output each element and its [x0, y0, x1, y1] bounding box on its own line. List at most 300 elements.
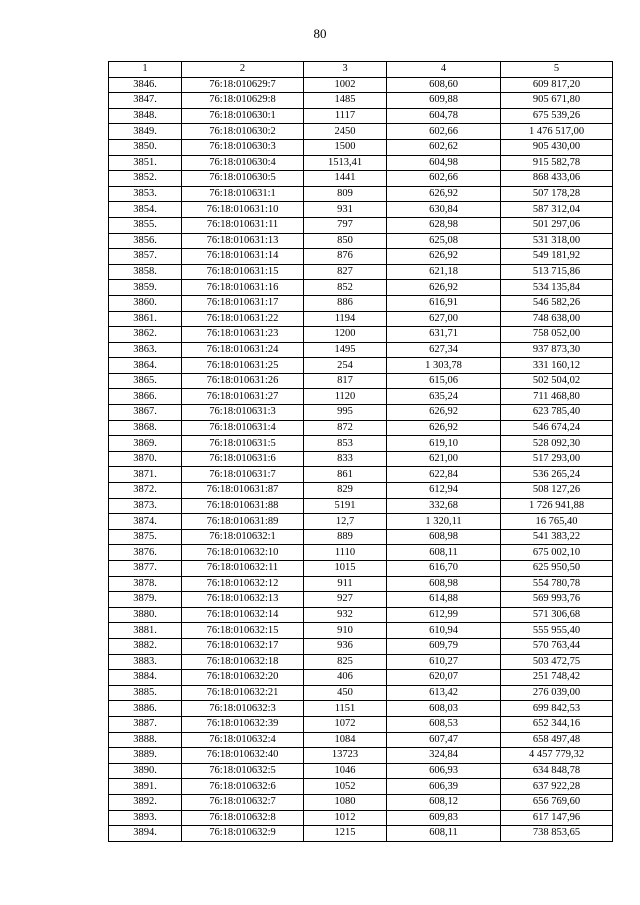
- cadastral-number-cell: 76:18:010631:13: [182, 233, 304, 249]
- column-header: 1: [109, 62, 182, 78]
- value-cell: 905 430,00: [501, 139, 613, 155]
- area-cell: 850: [304, 233, 387, 249]
- area-cell: 932: [304, 607, 387, 623]
- area-cell: 406: [304, 670, 387, 686]
- area-cell: 5191: [304, 498, 387, 514]
- cadastral-number-cell: 76:18:010631:1: [182, 186, 304, 202]
- row-number-cell: 3877.: [109, 561, 182, 577]
- cadastral-number-cell: 76:18:010632:6: [182, 779, 304, 795]
- cadastral-number-cell: 76:18:010632:21: [182, 685, 304, 701]
- row-number-cell: 3875.: [109, 529, 182, 545]
- value-cell: 738 853,65: [501, 826, 613, 842]
- rate-cell: 606,93: [387, 763, 501, 779]
- area-cell: 12,7: [304, 514, 387, 530]
- table-row: [109, 592, 613, 608]
- table-row: [109, 514, 613, 530]
- area-cell: 995: [304, 405, 387, 421]
- rate-cell: 608,53: [387, 716, 501, 732]
- table-row: [109, 186, 613, 202]
- row-number-cell: 3890.: [109, 763, 182, 779]
- value-cell: 617 147,96: [501, 810, 613, 826]
- table-row: [109, 280, 613, 296]
- table-row: [109, 732, 613, 748]
- column-header: 4: [387, 62, 501, 78]
- table-row: [109, 171, 613, 187]
- rate-cell: 619,10: [387, 436, 501, 452]
- table-row: [109, 779, 613, 795]
- row-number-cell: 3867.: [109, 405, 182, 421]
- area-cell: 797: [304, 217, 387, 233]
- rate-cell: 622,84: [387, 467, 501, 483]
- row-number-cell: 3876.: [109, 545, 182, 561]
- value-cell: 554 780,78: [501, 576, 613, 592]
- area-cell: 817: [304, 373, 387, 389]
- area-cell: 889: [304, 529, 387, 545]
- value-cell: 546 674,24: [501, 420, 613, 436]
- row-number-cell: 3878.: [109, 576, 182, 592]
- area-cell: 1012: [304, 810, 387, 826]
- cadastral-number-cell: 76:18:010629:7: [182, 77, 304, 93]
- value-cell: 549 181,92: [501, 249, 613, 265]
- cadastral-number-cell: 76:18:010631:11: [182, 217, 304, 233]
- cadastral-number-cell: 76:18:010630:4: [182, 155, 304, 171]
- area-cell: 936: [304, 638, 387, 654]
- rate-cell: 610,94: [387, 623, 501, 639]
- cadastral-number-cell: 76:18:010632:14: [182, 607, 304, 623]
- value-cell: 507 178,28: [501, 186, 613, 202]
- row-number-cell: 3860.: [109, 295, 182, 311]
- table-row: [109, 670, 613, 686]
- row-number-cell: 3850.: [109, 139, 182, 155]
- rate-cell: 602,62: [387, 139, 501, 155]
- cadastral-number-cell: 76:18:010632:20: [182, 670, 304, 686]
- row-number-cell: 3871.: [109, 467, 182, 483]
- area-cell: 1441: [304, 171, 387, 187]
- table-row: [109, 373, 613, 389]
- row-number-cell: 3881.: [109, 623, 182, 639]
- cadastral-number-cell: 76:18:010631:15: [182, 264, 304, 280]
- row-number-cell: 3872.: [109, 483, 182, 499]
- row-number-cell: 3859.: [109, 280, 182, 296]
- value-cell: 609 817,20: [501, 77, 613, 93]
- rate-cell: 615,06: [387, 373, 501, 389]
- cadastral-number-cell: 76:18:010632:40: [182, 748, 304, 764]
- cadastral-number-cell: 76:18:010630:1: [182, 108, 304, 124]
- value-cell: 513 715,86: [501, 264, 613, 280]
- cadastral-number-cell: 76:18:010630:3: [182, 139, 304, 155]
- table-row: [109, 405, 613, 421]
- cadastral-number-cell: 76:18:010631:6: [182, 451, 304, 467]
- area-cell: 1500: [304, 139, 387, 155]
- table-row: [109, 124, 613, 140]
- cadastral-number-cell: 76:18:010631:7: [182, 467, 304, 483]
- rate-cell: 324,84: [387, 748, 501, 764]
- rate-cell: 607,47: [387, 732, 501, 748]
- area-cell: 1015: [304, 561, 387, 577]
- value-cell: 868 433,06: [501, 171, 613, 187]
- rate-cell: 626,92: [387, 280, 501, 296]
- table-row: [109, 217, 613, 233]
- row-number-cell: 3865.: [109, 373, 182, 389]
- rate-cell: 602,66: [387, 171, 501, 187]
- value-cell: 555 955,40: [501, 623, 613, 639]
- row-number-cell: 3884.: [109, 670, 182, 686]
- table-row: [109, 358, 613, 374]
- area-cell: 825: [304, 654, 387, 670]
- cadastral-number-cell: 76:18:010631:10: [182, 202, 304, 218]
- table-row: [109, 264, 613, 280]
- cadastral-number-cell: 76:18:010632:9: [182, 826, 304, 842]
- row-number-cell: 3874.: [109, 514, 182, 530]
- table-row: [109, 763, 613, 779]
- table-row: [109, 139, 613, 155]
- value-cell: 16 765,40: [501, 514, 613, 530]
- table-row: [109, 748, 613, 764]
- area-cell: 1046: [304, 763, 387, 779]
- value-cell: 501 297,06: [501, 217, 613, 233]
- column-header: 3: [304, 62, 387, 78]
- area-cell: 1200: [304, 327, 387, 343]
- rate-cell: 625,08: [387, 233, 501, 249]
- value-cell: 331 160,12: [501, 358, 613, 374]
- value-cell: 502 504,02: [501, 373, 613, 389]
- rate-cell: 626,92: [387, 420, 501, 436]
- area-cell: 827: [304, 264, 387, 280]
- rate-cell: 609,79: [387, 638, 501, 654]
- table-row: [109, 249, 613, 265]
- value-cell: 251 748,42: [501, 670, 613, 686]
- rate-cell: 609,88: [387, 93, 501, 109]
- cadastral-number-cell: 76:18:010631:24: [182, 342, 304, 358]
- cadastral-number-cell: 76:18:010632:18: [182, 654, 304, 670]
- value-cell: 569 993,76: [501, 592, 613, 608]
- value-cell: 508 127,26: [501, 483, 613, 499]
- row-number-cell: 3889.: [109, 748, 182, 764]
- area-cell: 1194: [304, 311, 387, 327]
- table-row: [109, 623, 613, 639]
- row-number-cell: 3893.: [109, 810, 182, 826]
- area-cell: 254: [304, 358, 387, 374]
- value-cell: 571 306,68: [501, 607, 613, 623]
- row-number-cell: 3854.: [109, 202, 182, 218]
- table-row: [109, 108, 613, 124]
- cadastral-number-cell: 76:18:010631:27: [182, 389, 304, 405]
- row-number-cell: 3862.: [109, 327, 182, 343]
- rate-cell: 626,92: [387, 249, 501, 265]
- area-cell: 1120: [304, 389, 387, 405]
- rate-cell: 627,34: [387, 342, 501, 358]
- table-row: [109, 810, 613, 826]
- table-row: [109, 826, 613, 842]
- row-number-cell: 3855.: [109, 217, 182, 233]
- table-row: [109, 311, 613, 327]
- cadastral-number-cell: 76:18:010631:16: [182, 280, 304, 296]
- rate-cell: 613,42: [387, 685, 501, 701]
- row-number-cell: 3853.: [109, 186, 182, 202]
- row-number-cell: 3864.: [109, 358, 182, 374]
- table-row: [109, 155, 613, 171]
- row-number-cell: 3887.: [109, 716, 182, 732]
- cadastral-number-cell: 76:18:010631:22: [182, 311, 304, 327]
- area-cell: 872: [304, 420, 387, 436]
- value-cell: 711 468,80: [501, 389, 613, 405]
- value-cell: 1 726 941,88: [501, 498, 613, 514]
- row-number-cell: 3852.: [109, 171, 182, 187]
- rate-cell: 609,83: [387, 810, 501, 826]
- cadastral-number-cell: 76:18:010631:5: [182, 436, 304, 452]
- cadastral-number-cell: 76:18:010631:26: [182, 373, 304, 389]
- table-row: [109, 638, 613, 654]
- cadastral-number-cell: 76:18:010632:11: [182, 561, 304, 577]
- table-row: [109, 436, 613, 452]
- cadastral-number-cell: 76:18:010632:8: [182, 810, 304, 826]
- rate-cell: 614,88: [387, 592, 501, 608]
- row-number-cell: 3868.: [109, 420, 182, 436]
- value-cell: 536 265,24: [501, 467, 613, 483]
- rate-cell: 612,99: [387, 607, 501, 623]
- area-cell: 1485: [304, 93, 387, 109]
- table-row: [109, 233, 613, 249]
- area-cell: 1151: [304, 701, 387, 717]
- cadastral-number-cell: 76:18:010631:88: [182, 498, 304, 514]
- rate-cell: 604,98: [387, 155, 501, 171]
- table-row: [109, 576, 613, 592]
- rate-cell: 608,11: [387, 545, 501, 561]
- rate-cell: 610,27: [387, 654, 501, 670]
- rate-cell: 630,84: [387, 202, 501, 218]
- value-cell: 905 671,80: [501, 93, 613, 109]
- rate-cell: 631,71: [387, 327, 501, 343]
- row-number-cell: 3879.: [109, 592, 182, 608]
- rate-cell: 606,39: [387, 779, 501, 795]
- table-row: [109, 654, 613, 670]
- cadastral-number-cell: 76:18:010632:7: [182, 794, 304, 810]
- rate-cell: 635,24: [387, 389, 501, 405]
- cadastral-number-cell: 76:18:010632:13: [182, 592, 304, 608]
- row-number-cell: 3863.: [109, 342, 182, 358]
- area-cell: 1080: [304, 794, 387, 810]
- row-number-cell: 3847.: [109, 93, 182, 109]
- column-header: 2: [182, 62, 304, 78]
- table-row: [109, 607, 613, 623]
- area-cell: 1052: [304, 779, 387, 795]
- table-row: [109, 545, 613, 561]
- row-number-cell: 3846.: [109, 77, 182, 93]
- value-cell: 276 039,00: [501, 685, 613, 701]
- row-number-cell: 3856.: [109, 233, 182, 249]
- row-number-cell: 3851.: [109, 155, 182, 171]
- cadastral-number-cell: 76:18:010629:8: [182, 93, 304, 109]
- row-number-cell: 3885.: [109, 685, 182, 701]
- area-cell: 1117: [304, 108, 387, 124]
- table-row: [109, 483, 613, 499]
- cadastral-number-cell: 76:18:010632:39: [182, 716, 304, 732]
- area-cell: 1495: [304, 342, 387, 358]
- data-table: [108, 61, 613, 842]
- row-number-cell: 3848.: [109, 108, 182, 124]
- area-cell: 852: [304, 280, 387, 296]
- row-number-cell: 3882.: [109, 638, 182, 654]
- table-row: [109, 327, 613, 343]
- value-cell: 531 318,00: [501, 233, 613, 249]
- value-cell: 570 763,44: [501, 638, 613, 654]
- page-number: 80: [313, 26, 327, 41]
- cadastral-number-cell: 76:18:010632:4: [182, 732, 304, 748]
- area-cell: 911: [304, 576, 387, 592]
- rate-cell: 608,11: [387, 826, 501, 842]
- cadastral-number-cell: 76:18:010631:14: [182, 249, 304, 265]
- value-cell: 517 293,00: [501, 451, 613, 467]
- area-cell: 927: [304, 592, 387, 608]
- row-number-cell: 3849.: [109, 124, 182, 140]
- table-row: [109, 389, 613, 405]
- row-number-cell: 3861.: [109, 311, 182, 327]
- rate-cell: 608,98: [387, 529, 501, 545]
- area-cell: 886: [304, 295, 387, 311]
- row-number-cell: 3891.: [109, 779, 182, 795]
- cadastral-number-cell: 76:18:010631:87: [182, 483, 304, 499]
- rate-cell: 616,70: [387, 561, 501, 577]
- value-cell: 623 785,40: [501, 405, 613, 421]
- value-cell: 637 922,28: [501, 779, 613, 795]
- cadastral-number-cell: 76:18:010632:15: [182, 623, 304, 639]
- value-cell: 587 312,04: [501, 202, 613, 218]
- row-number-cell: 3894.: [109, 826, 182, 842]
- area-cell: 809: [304, 186, 387, 202]
- rate-cell: 1 303,78: [387, 358, 501, 374]
- row-number-cell: 3870.: [109, 451, 182, 467]
- value-cell: 937 873,30: [501, 342, 613, 358]
- value-cell: 634 848,78: [501, 763, 613, 779]
- rate-cell: 628,98: [387, 217, 501, 233]
- table-row: [109, 451, 613, 467]
- table-row: [109, 420, 613, 436]
- table-row: [109, 685, 613, 701]
- cadastral-number-cell: 76:18:010631:89: [182, 514, 304, 530]
- cadastral-number-cell: 76:18:010631:3: [182, 405, 304, 421]
- rate-cell: 621,18: [387, 264, 501, 280]
- rate-cell: 602,66: [387, 124, 501, 140]
- header-row: [109, 62, 613, 78]
- table-body: [109, 77, 613, 841]
- value-cell: 675 539,26: [501, 108, 613, 124]
- rate-cell: 608,03: [387, 701, 501, 717]
- area-cell: 1110: [304, 545, 387, 561]
- cadastral-number-cell: 76:18:010630:5: [182, 171, 304, 187]
- table-row: [109, 77, 613, 93]
- cadastral-number-cell: 76:18:010631:17: [182, 295, 304, 311]
- table-row: [109, 529, 613, 545]
- cadastral-number-cell: 76:18:010630:2: [182, 124, 304, 140]
- cadastral-number-cell: 76:18:010632:5: [182, 763, 304, 779]
- area-cell: 1215: [304, 826, 387, 842]
- area-cell: 450: [304, 685, 387, 701]
- cadastral-number-cell: 76:18:010631:4: [182, 420, 304, 436]
- value-cell: 541 383,22: [501, 529, 613, 545]
- rate-cell: 620,07: [387, 670, 501, 686]
- rate-cell: 608,60: [387, 77, 501, 93]
- area-cell: 2450: [304, 124, 387, 140]
- value-cell: 528 092,30: [501, 436, 613, 452]
- area-cell: 931: [304, 202, 387, 218]
- area-cell: 833: [304, 451, 387, 467]
- value-cell: 675 002,10: [501, 545, 613, 561]
- rate-cell: 332,68: [387, 498, 501, 514]
- row-number-cell: 3888.: [109, 732, 182, 748]
- area-cell: 876: [304, 249, 387, 265]
- cadastral-number-cell: 76:18:010631:25: [182, 358, 304, 374]
- value-cell: 656 769,60: [501, 794, 613, 810]
- cadastral-number-cell: 76:18:010632:3: [182, 701, 304, 717]
- value-cell: 652 344,16: [501, 716, 613, 732]
- row-number-cell: 3886.: [109, 701, 182, 717]
- rate-cell: 608,98: [387, 576, 501, 592]
- area-cell: 1513,41: [304, 155, 387, 171]
- rate-cell: 616,91: [387, 295, 501, 311]
- value-cell: 748 638,00: [501, 311, 613, 327]
- value-cell: 758 052,00: [501, 327, 613, 343]
- cadastral-number-cell: 76:18:010632:17: [182, 638, 304, 654]
- table-row: [109, 561, 613, 577]
- row-number-cell: 3858.: [109, 264, 182, 280]
- area-cell: 829: [304, 483, 387, 499]
- row-number-cell: 3873.: [109, 498, 182, 514]
- table-row: [109, 794, 613, 810]
- rate-cell: 626,92: [387, 186, 501, 202]
- row-number-cell: 3866.: [109, 389, 182, 405]
- table-row: [109, 716, 613, 732]
- area-cell: 1002: [304, 77, 387, 93]
- cadastral-number-cell: 76:18:010632:10: [182, 545, 304, 561]
- cadastral-number-cell: 76:18:010632:12: [182, 576, 304, 592]
- row-number-cell: 3880.: [109, 607, 182, 623]
- value-cell: 915 582,78: [501, 155, 613, 171]
- area-cell: 910: [304, 623, 387, 639]
- value-cell: 4 457 779,32: [501, 748, 613, 764]
- rate-cell: 604,78: [387, 108, 501, 124]
- table-row: [109, 93, 613, 109]
- rate-cell: 608,12: [387, 794, 501, 810]
- table-row: [109, 467, 613, 483]
- row-number-cell: 3869.: [109, 436, 182, 452]
- column-header: 5: [501, 62, 613, 78]
- rate-cell: 612,94: [387, 483, 501, 499]
- value-cell: 625 950,50: [501, 561, 613, 577]
- cadastral-number-cell: 76:18:010631:23: [182, 327, 304, 343]
- table-row: [109, 295, 613, 311]
- value-cell: 546 582,26: [501, 295, 613, 311]
- value-cell: 658 497,48: [501, 732, 613, 748]
- table-row: [109, 498, 613, 514]
- cadastral-number-cell: 76:18:010632:1: [182, 529, 304, 545]
- value-cell: 699 842,53: [501, 701, 613, 717]
- value-cell: 503 472,75: [501, 654, 613, 670]
- table-row: [109, 202, 613, 218]
- value-cell: 1 476 517,00: [501, 124, 613, 140]
- area-cell: 1084: [304, 732, 387, 748]
- rate-cell: 1 320,11: [387, 514, 501, 530]
- value-cell: 534 135,84: [501, 280, 613, 296]
- area-cell: 853: [304, 436, 387, 452]
- row-number-cell: 3892.: [109, 794, 182, 810]
- row-number-cell: 3857.: [109, 249, 182, 265]
- area-cell: 1072: [304, 716, 387, 732]
- rate-cell: 621,00: [387, 451, 501, 467]
- row-number-cell: 3883.: [109, 654, 182, 670]
- table-row: [109, 342, 613, 358]
- rate-cell: 627,00: [387, 311, 501, 327]
- table-row: [109, 701, 613, 717]
